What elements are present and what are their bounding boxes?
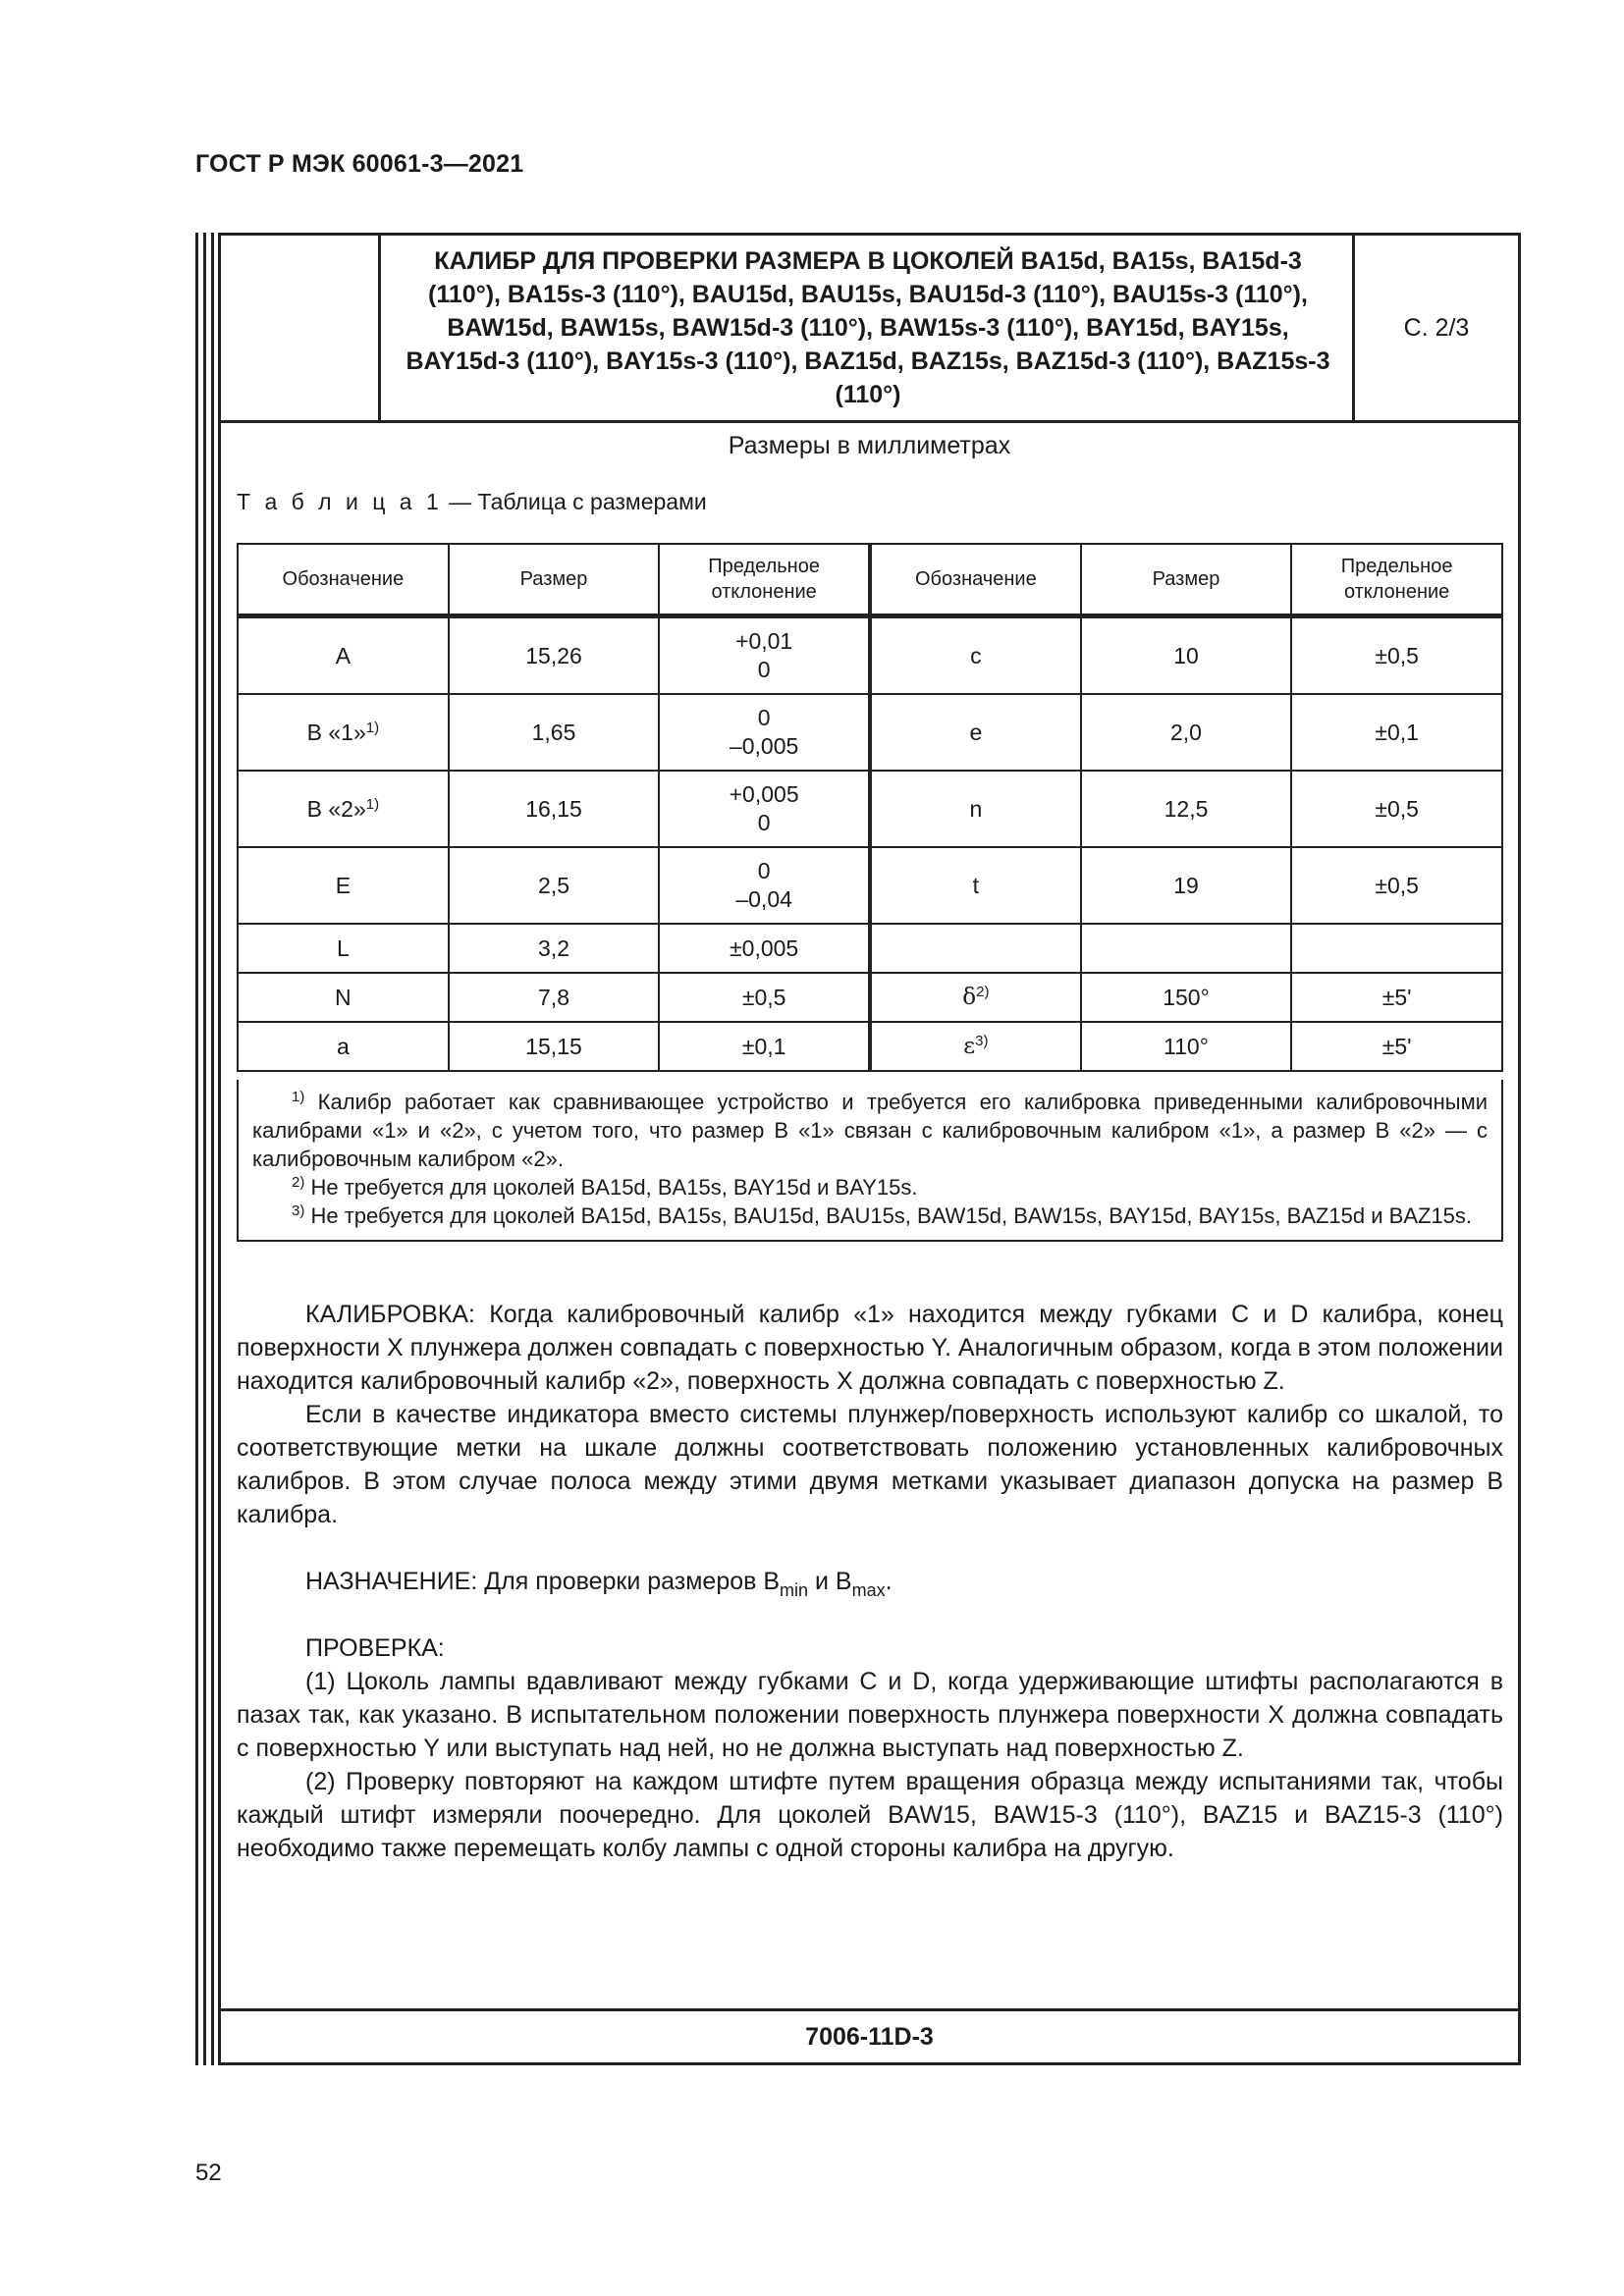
designation-cell: n <box>870 771 1081 847</box>
size-cell: 10 <box>1081 616 1292 695</box>
column-header: Предельное отклонение <box>1291 544 1502 616</box>
size-cell: 19 <box>1081 847 1292 924</box>
margin-line <box>211 233 214 2065</box>
check-paragraph: (2) Проверку повторяют на каждом штифте путем вращения образца между испытаниями так, чтобы каждый штифт измеряли поочередно. Для цоколей BAW15, BAW15-3 (110°), BAZ15 и BAZ15-3 (110°) необходимо также перемещать колбу лампы с одной стороны калибра на другую. <box>237 1768 1503 1862</box>
units-note: Размеры в миллиметрах <box>728 432 1011 459</box>
calibration-paragraph: Если в качестве индикатора вместо системы плунжер/поверхность используют калибр со шкалой, то соответствующие метки на шкале должны соответствовать положению установленных калибровочных калибров. В этом случае полоса между этими двумя метками указывает диапазон допуска на размер B калибра. <box>237 1401 1503 1528</box>
table-footnotes <box>237 1080 1503 1242</box>
page-number: 52 <box>195 2160 222 2186</box>
size-cell <box>1081 924 1292 973</box>
check-paragraph: (1) Цоколь лампы вдавливают между губками C и D, когда удерживающие штифты располагаются в пазах так, как указано. В испытательном положении поверхность плунжера поверхности X должна совпадать с поверхностью Y или выступать над ней, но не должна выступать над поверхностью Z. <box>237 1668 1503 1762</box>
designation-cell: L <box>238 924 449 973</box>
tolerance-cell: ±0,005 <box>659 924 870 973</box>
sheet-header-blank-cell <box>221 236 381 420</box>
table-row <box>238 616 1502 695</box>
size-cell: 110° <box>1081 1022 1292 1071</box>
designation-cell <box>870 924 1081 973</box>
sheet-page-ref: С. 2/3 <box>1352 236 1518 420</box>
column-header: Предельное отклонение <box>659 544 870 616</box>
designation-cell: N <box>238 973 449 1022</box>
tolerance-cell: ±5' <box>1291 973 1502 1022</box>
sheet-code: 7006-11D-3 <box>221 2008 1518 2062</box>
margin-line <box>195 233 198 2065</box>
tolerance-cell: ±0,1 <box>1291 694 1502 771</box>
tolerance-cell <box>1291 924 1502 973</box>
size-cell: 16,15 <box>449 771 660 847</box>
designation-cell: e <box>870 694 1081 771</box>
table-row <box>238 1022 1502 1071</box>
size-cell: 2,0 <box>1081 694 1292 771</box>
designation-cell: A <box>238 616 449 695</box>
tolerance-cell: +0,01 0 <box>659 616 870 695</box>
standard-sheet <box>218 233 1521 2065</box>
footnote: $^{2)}$ Не требуется для цоколей BA15d, BA15s, BAY15d и BAY15s. <box>292 1174 918 1200</box>
size-cell: 12,5 <box>1081 771 1292 847</box>
tolerance-cell: ±0,5 <box>1291 616 1502 695</box>
margin-line <box>203 233 206 2065</box>
sheet-body-text <box>237 1298 1503 1865</box>
tolerance-cell: ±0,1 <box>659 1022 870 1071</box>
tolerance-cell: +0,005 0 <box>659 771 870 847</box>
table-caption-label: Т а б л и ц а 1 <box>237 489 443 514</box>
size-cell: 3,2 <box>449 924 660 973</box>
table-row <box>238 694 1502 771</box>
table-row <box>238 924 1502 973</box>
size-cell: 150° <box>1081 973 1292 1022</box>
column-header: Размер <box>449 544 660 616</box>
sheet-header <box>221 236 1518 423</box>
size-cell: 1,65 <box>449 694 660 771</box>
designation-cell: E <box>238 847 449 924</box>
column-header: Размер <box>1081 544 1292 616</box>
table-header-row <box>238 544 1502 616</box>
designation-cell: $\delta^{2)}$ <box>870 973 1081 1022</box>
column-header: Обозначение <box>870 544 1081 616</box>
size-cell: 15,26 <box>449 616 660 695</box>
table-caption <box>237 489 707 515</box>
tolerance-cell: ±0,5 <box>1291 771 1502 847</box>
tolerance-cell: 0 –0,04 <box>659 847 870 924</box>
tolerance-cell: ±5' <box>1291 1022 1502 1071</box>
designation-cell: c <box>870 616 1081 695</box>
size-cell: 15,15 <box>449 1022 660 1071</box>
table-row <box>238 847 1502 924</box>
designation-cell: a <box>238 1022 449 1071</box>
designation-cell: B «1»$^{1)}$ <box>238 694 449 771</box>
dimensions-table <box>237 543 1503 1072</box>
size-cell: 2,5 <box>449 847 660 924</box>
designation-cell: t <box>870 847 1081 924</box>
tolerance-cell: 0 –0,005 <box>659 694 870 771</box>
tolerance-cell: ±0,5 <box>1291 847 1502 924</box>
table-row <box>238 771 1502 847</box>
footnote: $^{1)}$ Калибр работает как сравнивающее устройство и требуется его калибровка приведенными калибровочными калибрами «1» и «2», с учетом того, что размер B «1» связан с калибровочным калибром «1», а размер B «2» — с калибровочным калибром «2». <box>252 1089 1488 1171</box>
table-caption-text: — Таблица с размерами <box>442 489 707 514</box>
check-title: ПРОВЕРКА: <box>305 1634 445 1662</box>
designation-cell: B «2»$^{1)}$ <box>238 771 449 847</box>
sheet-title: КАЛИБР ДЛЯ ПРОВЕРКИ РАЗМЕРА В ЦОКОЛЕЙ BA15d, BA15s, BA15d-3 (110°), BA15s-3 (110°), BAU15d, BAU15s, BAU15d-3 (110°), BAU15s-3 (110°), BAW15d, BAW15s, BAW15d-3 (110°), BAW15s-3 (110°), BAY15d, BAY15s, BAY15d-3 (110°), BAY15s-3 (110°), BAZ15d, BAZ15s, BAZ15d-3 (110°), BAZ15s-3 (110°) <box>406 247 1330 408</box>
designation-cell: $\varepsilon^{3)}$ <box>870 1022 1081 1071</box>
tolerance-cell: ±0,5 <box>659 973 870 1022</box>
calibration-paragraph: КАЛИБРОВКА: Когда калибровочный калибр «1» находится между губками C и D калибра, конец поверхности X плунжера должен совпадать с поверхностью Y. Аналогичным образом, когда в этом положении находится калибровочный калибр «2», поверхность X должна совпадать с поверхностью Z. <box>237 1301 1503 1395</box>
document-header: ГОСТ Р МЭК 60061-3—2021 <box>195 150 524 178</box>
size-cell: 7,8 <box>449 973 660 1022</box>
purpose-paragraph: НАЗНАЧЕНИЕ: Для проверки размеров $B_{min}$ и $B_{max}$. <box>305 1568 893 1600</box>
column-header: Обозначение <box>238 544 449 616</box>
footnote: $^{3)}$ Не требуется для цоколей BA15d, BA15s, BAU15d, BAU15s, BAW15d, BAW15s, BAY15d, BAY15s, BAZ15d и BAZ15s. <box>292 1202 1473 1228</box>
table-row <box>238 973 1502 1022</box>
